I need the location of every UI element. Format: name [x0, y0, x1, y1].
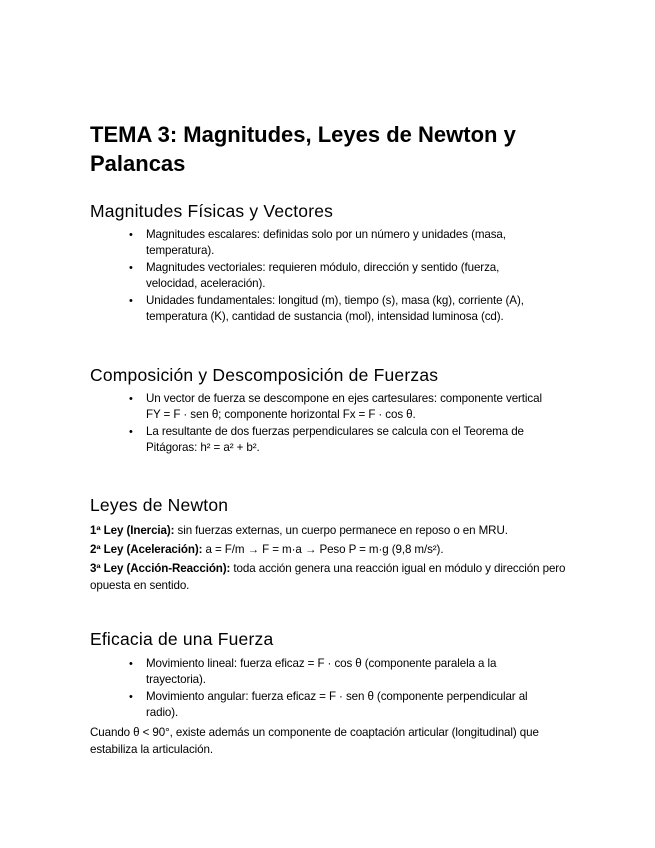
- section-heading-eficacia: Eficacia de una Fuerza: [90, 629, 274, 649]
- law-label: 3ª Ley (Acción-Reacción):: [90, 562, 231, 575]
- law-paragraph-3: [90, 560, 570, 594]
- bullet-icon: •: [129, 658, 133, 670]
- list-item: • La resultante de dos fuerzas perpendiculares se calcula con el Teorema de Pitágoras: h² = a² + b².: [129, 425, 524, 454]
- law-text: toda acción genera una reacción igual en módulo y dirección pero opuesta en sentido.: [90, 562, 566, 592]
- law-text: sin fuerzas externas, un cuerpo permanece en reposo o en MRU.: [174, 524, 508, 537]
- law-paragraph-1: [90, 522, 570, 539]
- bullet-list-magnitudes: [0, 227, 560, 326]
- list-item: • Un vector de fuerza se descompone en ejes cartesulares: componente vertical FY = F · sen θ; componente horizontal Fx = F · cos θ.: [129, 392, 542, 421]
- law-text: a = F/m → F = m·a → Peso P = m·g (9,8 m/s²).: [202, 543, 444, 556]
- list-item: • Magnitudes escalares: definidas solo por un número y unidades (masa, temperatura).: [129, 228, 506, 257]
- section-heading-composicion: Composición y Descomposición de Fuerzas: [90, 365, 439, 385]
- section-heading-leyes: Leyes de Newton: [90, 495, 229, 515]
- law-label: 1ª Ley (Inercia):: [90, 524, 175, 537]
- law-label: 2ª Ley (Aceleración):: [90, 543, 203, 556]
- closing-paragraph: Cuando θ < 90°, existe además un componente de coaptación articular (longitudinal) que estabiliza la articulación.: [90, 726, 539, 756]
- law-paragraph-2: [90, 541, 570, 558]
- list-item: • Movimiento lineal: fuerza eficaz = F · cos θ (componente paralela a la trayectoria).: [129, 657, 497, 686]
- bullet-list-composicion: [0, 391, 560, 457]
- list-item: • Movimiento angular: fuerza eficaz = F · sen θ (componente perpendicular al radio).: [129, 690, 528, 719]
- bullet-icon: •: [129, 691, 133, 703]
- bullet-icon: •: [129, 393, 133, 405]
- bullet-icon: •: [129, 295, 133, 307]
- bullet-icon: •: [129, 229, 133, 241]
- list-item: • Magnitudes vectoriales: requieren módulo, dirección y sentido (fuerza, velocidad, aceleración).: [129, 261, 500, 290]
- bullet-icon: •: [129, 262, 133, 274]
- page-title: TEMA 3: Magnitudes, Leyes de Newton y Palancas: [90, 122, 516, 176]
- section-heading-magnitudes: Magnitudes Físicas y Vectores: [90, 201, 334, 221]
- list-item: • Unidades fundamentales: longitud (m), tiempo (s), masa (kg), corriente (A), temperatura (K), cantidad de sustancia (mol), intensidad luminosa (cd).: [129, 294, 524, 323]
- bullet-list-eficacia: [0, 656, 560, 722]
- bullet-icon: •: [129, 426, 133, 438]
